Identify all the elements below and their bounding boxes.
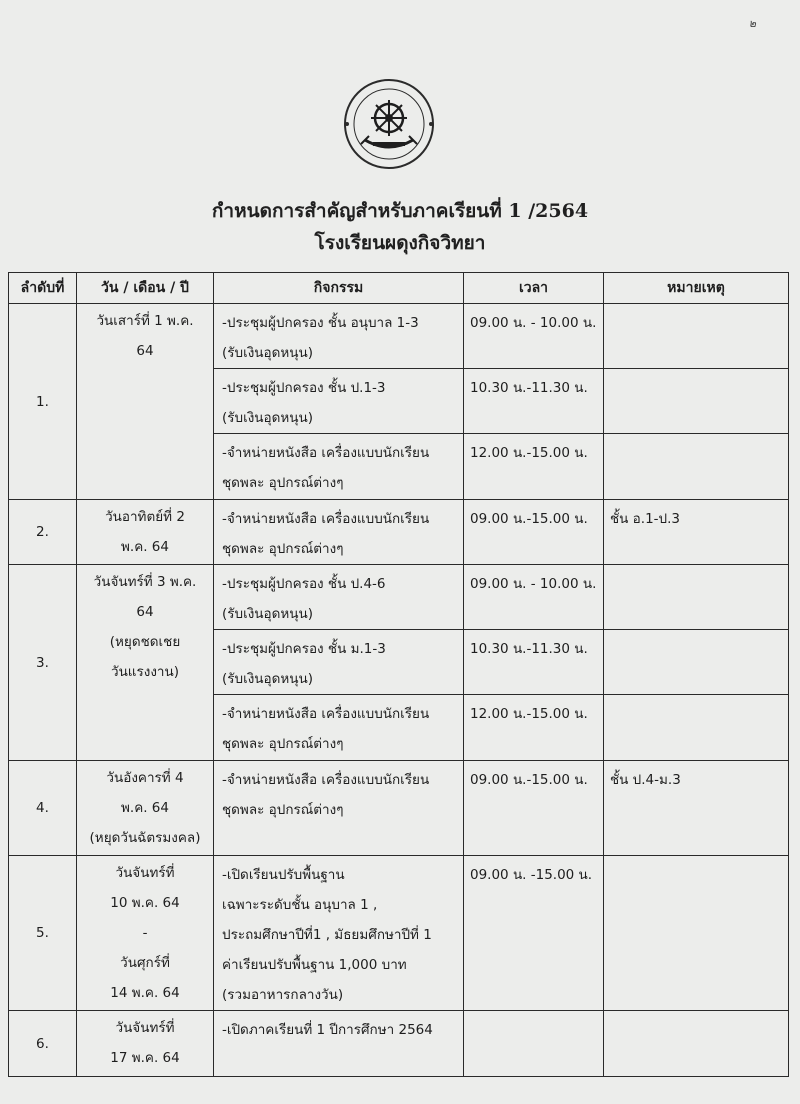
- row-number: 3.: [9, 565, 77, 761]
- table-row: [9, 761, 789, 856]
- header-time: เวลา: [464, 273, 604, 304]
- note-cell: [604, 434, 789, 500]
- table-row: [9, 856, 789, 1011]
- activity-cell: -จำหน่ายหนังสือ เครื่องแบบนักเรียน ชุดพละ อุปกรณ์ต่างๆ: [214, 434, 464, 500]
- row-number: 6.: [9, 1011, 77, 1077]
- header-note: หมายเหตุ: [604, 273, 789, 304]
- time-cell: 10.30 น.-11.30 น.: [464, 630, 604, 695]
- page-number: ๒: [748, 17, 756, 30]
- time-cell: 10.30 น.-11.30 น.: [464, 369, 604, 434]
- header-activity: กิจกรรม: [214, 273, 464, 304]
- note-cell: [604, 695, 789, 761]
- activity-cell: -ประชุมผู้ปกครอง ชั้น ป.1-3 (รับเงินอุดหนุน): [214, 369, 464, 434]
- table-row: [9, 500, 789, 565]
- page-title: กำหนดการสำคัญสำหรับภาคเรียนที่ 1 /2564: [211, 200, 589, 222]
- table-row: [9, 304, 789, 369]
- note-cell: [604, 1011, 789, 1077]
- schedule-table: [8, 272, 789, 1077]
- date-cell: วันเสาร์ที่ 1 พ.ค. 64: [77, 304, 214, 500]
- time-cell: 12.00 น.-15.00 น.: [464, 434, 604, 500]
- time-cell: 09.00 น. - 10.00 น.: [464, 565, 604, 630]
- row-number: 4.: [9, 761, 77, 856]
- activity-cell: -เปิดภาคเรียนที่ 1 ปีการศึกษา 2564: [214, 1011, 464, 1077]
- header-date: วัน / เดือน / ปี: [77, 273, 214, 304]
- note-cell: ชั้น ป.4-ม.3: [604, 761, 789, 856]
- time-cell: 09.00 น. -15.00 น.: [464, 856, 604, 1011]
- time-cell: 12.00 น.-15.00 น.: [464, 695, 604, 761]
- table-row: [9, 1011, 789, 1077]
- table-row: [9, 565, 789, 630]
- note-cell: [604, 565, 789, 630]
- school-seal-logo: [343, 78, 435, 170]
- header-no: ลำดับที่: [9, 273, 77, 304]
- note-cell: [604, 304, 789, 369]
- time-cell: 09.00 น. - 10.00 น.: [464, 304, 604, 369]
- note-cell: ชั้น อ.1-ป.3: [604, 500, 789, 565]
- activity-cell: -จำหน่ายหนังสือ เครื่องแบบนักเรียน ชุดพละ อุปกรณ์ต่างๆ: [214, 695, 464, 761]
- row-number: 1.: [9, 304, 77, 500]
- activity-cell: -ประชุมผู้ปกครอง ชั้น ม.1-3 (รับเงินอุดหนุน): [214, 630, 464, 695]
- time-cell: [464, 1011, 604, 1077]
- table-header-row: [9, 273, 789, 304]
- note-cell: [604, 369, 789, 434]
- activity-cell: -เปิดเรียนปรับพื้นฐาน เฉพาะระดับชั้น อนุบาล 1 , ประถมศึกษาปีที่1 , มัธยมศึกษาปีที่ 1 ค่าเรียนปรับพื้นฐาน 1,000 บาท (รวมอาหารกลางวัน): [214, 856, 464, 1011]
- row-number: 2.: [9, 500, 77, 565]
- note-cell: [604, 630, 789, 695]
- school-name: โรงเรียนผดุงกิจวิทยา: [314, 232, 486, 254]
- note-cell: [604, 856, 789, 1011]
- date-cell: วันจันทร์ที่ 17 พ.ค. 64: [77, 1011, 214, 1077]
- date-cell: วันอังคารที่ 4 พ.ค. 64 (หยุดวันฉัตรมงคล): [77, 761, 214, 856]
- time-cell: 09.00 น.-15.00 น.: [464, 761, 604, 856]
- activity-cell: -จำหน่ายหนังสือ เครื่องแบบนักเรียน ชุดพละ อุปกรณ์ต่างๆ: [214, 500, 464, 565]
- date-cell: วันอาทิตย์ที่ 2 พ.ค. 64: [77, 500, 214, 565]
- time-cell: 09.00 น.-15.00 น.: [464, 500, 604, 565]
- row-number: 5.: [9, 856, 77, 1011]
- date-cell: วันจันทร์ที่ 3 พ.ค. 64 (หยุดชดเชย วันแรงงาน): [77, 565, 214, 761]
- activity-cell: -จำหน่ายหนังสือ เครื่องแบบนักเรียน ชุดพละ อุปกรณ์ต่างๆ: [214, 761, 464, 856]
- activity-cell: -ประชุมผู้ปกครอง ชั้น ป.4-6 (รับเงินอุดหนุน): [214, 565, 464, 630]
- activity-cell: -ประชุมผู้ปกครอง ชั้น อนุบาล 1-3 (รับเงินอุดหนุน): [214, 304, 464, 369]
- date-cell: วันจันทร์ที่ 10 พ.ค. 64 - วันศุกร์ที่ 14 พ.ค. 64: [77, 856, 214, 1011]
